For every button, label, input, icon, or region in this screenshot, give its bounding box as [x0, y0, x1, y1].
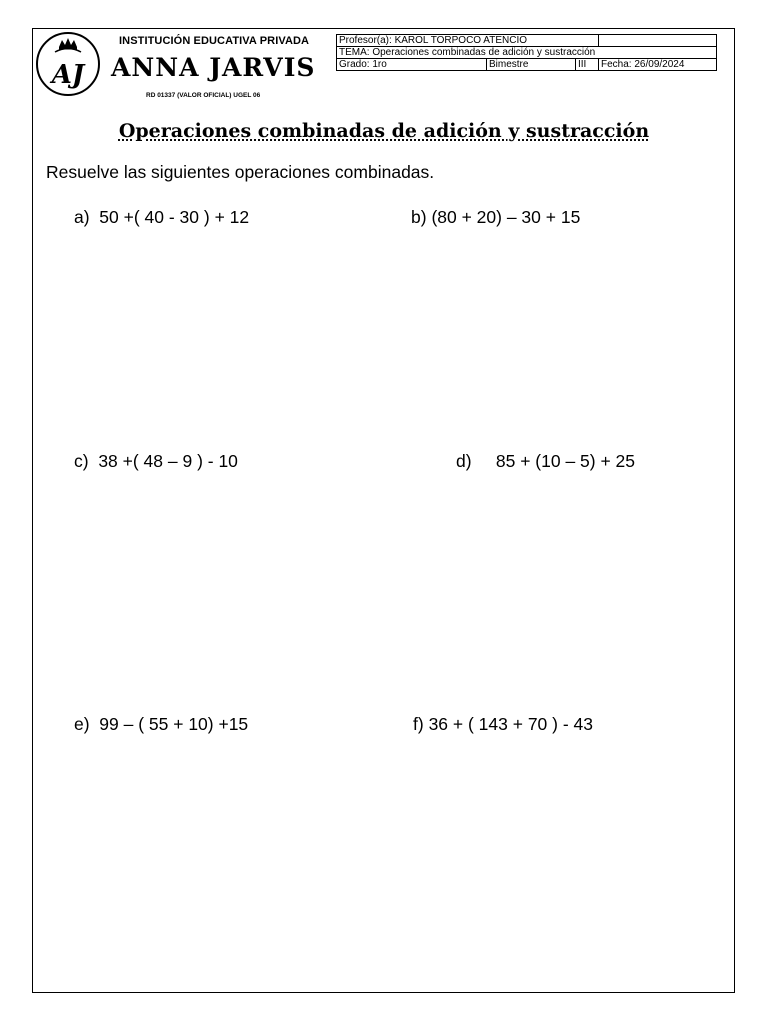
exercise-label: d) — [456, 451, 472, 471]
worksheet-title: Operaciones combinadas de adición y sustracción — [118, 120, 650, 142]
registration-line: RD 01337 (VALOR OFICIAL) UGEL 06 — [146, 92, 261, 99]
exercise-f — [413, 714, 593, 735]
exercise-expression: 99 – ( 55 + 10) +15 — [99, 714, 249, 734]
exercise-label: e) — [74, 714, 90, 734]
exercise-expression: 85 + (10 – 5) + 25 — [495, 451, 636, 471]
instruction-text: Resuelve las siguientes operaciones combinadas. — [46, 162, 435, 182]
teacher-cell: Profesor(a): KAROL TORPOCO ATENCIO — [337, 35, 599, 47]
crown-emblem-icon — [55, 38, 81, 52]
exercise-label: c) — [74, 451, 89, 471]
exercise-c — [74, 451, 238, 472]
institution-type: INSTITUCIÓN EDUCATIVA PRIVADA — [119, 35, 310, 47]
empty-cell — [599, 35, 717, 47]
exercise-expression: 36 + ( 143 + 70 ) - 43 — [428, 714, 593, 734]
grade-cell: Grado: 1ro — [337, 59, 487, 71]
header-info-table — [336, 34, 717, 71]
term-label-cell: Bimestre — [487, 59, 576, 71]
exercise-d — [456, 451, 635, 472]
date-cell: Fecha: 26/09/2024 — [599, 59, 717, 71]
logo-monogram: AJ — [51, 60, 85, 90]
school-name: ANNA JARVIS — [111, 53, 316, 82]
exercise-b — [411, 207, 580, 228]
exercise-e — [74, 714, 248, 735]
exercise-label: f) — [413, 714, 424, 734]
exercise-a — [74, 207, 249, 228]
exercise-label: a) — [74, 207, 90, 227]
school-logo — [35, 31, 101, 97]
exercise-expression: 50 +( 40 - 30 ) + 12 — [99, 207, 250, 227]
exercise-expression: 38 +( 48 – 9 ) - 10 — [98, 451, 238, 471]
exercise-expression: (80 + 20) – 30 + 15 — [431, 207, 581, 227]
exercise-label: b) — [411, 207, 427, 227]
topic-cell: TEMA: Operaciones combinadas de adición y sustracción — [337, 47, 717, 59]
term-value-cell: III — [576, 59, 599, 71]
